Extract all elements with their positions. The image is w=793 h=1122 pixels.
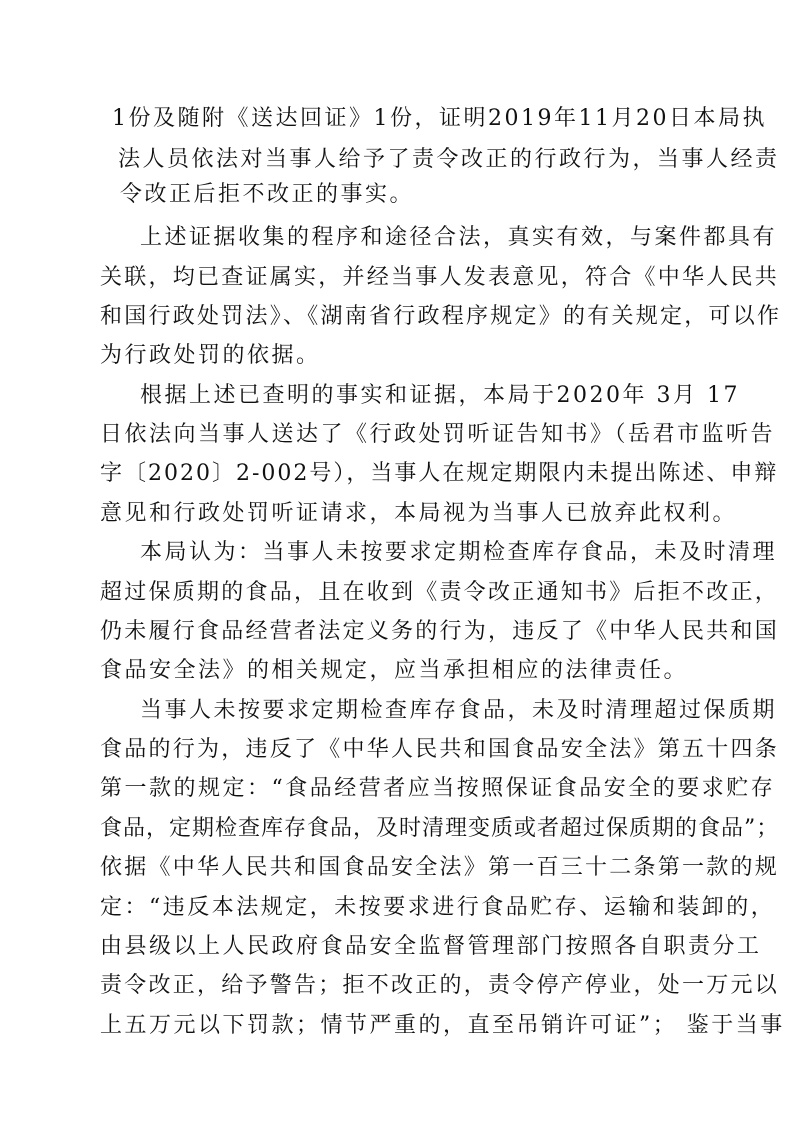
text-line-22: 由县级以上人民政府食品安全监督管理部门按照各自职责分工 xyxy=(100,934,762,959)
text-line-21: 定：“违反本法规定，未按要求进行食品贮存、运输和装卸的， xyxy=(100,895,776,920)
text-line-6: 和国行政处罚法》、《湖南省行政程序规定》的有关规定，可以作 xyxy=(100,304,782,329)
text-line-24: 上五万元以下罚款；情节严重的，直至吊销许可证”； 鉴于当事 xyxy=(100,1013,785,1038)
text-line-10: 字〔2020〕2-002号），当事人在规定期限内未提出陈述、申辩 xyxy=(100,461,779,486)
text-line-4: 上述证据收集的程序和途径合法，真实有效，与案件都具有 xyxy=(140,225,778,250)
text-line-9: 日依法向当事人送达了《行政处罚听证告知书》（岳君市监听告 xyxy=(100,422,776,447)
text-line-11: 意见和行政处罚听证请求，本局视为当事人已放弃此权利。 xyxy=(100,501,738,526)
text-line-16: 当事人未按要求定期检查库存食品，未及时清理超过保质期 xyxy=(140,698,778,723)
text-line-15: 食品安全法》的相关规定，应当承担相应的法律责任。 xyxy=(100,658,689,683)
text-line-14: 仍未履行食品经营者法定义务的行为，违反了《中华人民共和国 xyxy=(100,619,780,644)
text-line-19: 食品，定期检查库存食品，及时清理变质或者超过保质期的食品”； xyxy=(100,816,780,841)
text-line-8: 根据上述已查明的事实和证据，本局于2020年 3月 17 xyxy=(140,383,740,408)
text-line-18: 第一款的规定：“食品经营者应当按照保证食品安全的要求贮存 xyxy=(100,776,776,801)
text-line-20: 依据《中华人民共和国食品安全法》第一百三十二条第一款的规 xyxy=(100,855,780,880)
text-line-2: 法人员依法对当事人给予了责令改正的行政行为，当事人经责 xyxy=(118,147,780,172)
text-line-17: 食品的行为，违反了《中华人民共和国食品安全法》第五十四条 xyxy=(100,737,780,762)
text-line-23: 责令改正，给予警告；拒不改正的，责令停产停业，处一万元以 xyxy=(100,973,780,998)
text-line-1: 1份及随附《送达回证》1份，证明2019年11月20日本局执 xyxy=(112,106,767,131)
text-line-13: 超过保质期的食品，且在收到《责令改正通知书》后拒不改正， xyxy=(100,580,780,605)
text-line-7: 为行政处罚的依据。 xyxy=(100,343,321,368)
text-line-5: 关联，均已查证属实，并经当事人发表意见，符合《中华人民共 xyxy=(100,265,780,290)
text-line-12: 本局认为：当事人未按要求定期检查库存食品，未及时清理 xyxy=(140,540,778,565)
text-line-3: 令改正后拒不改正的事实。 xyxy=(120,182,415,207)
